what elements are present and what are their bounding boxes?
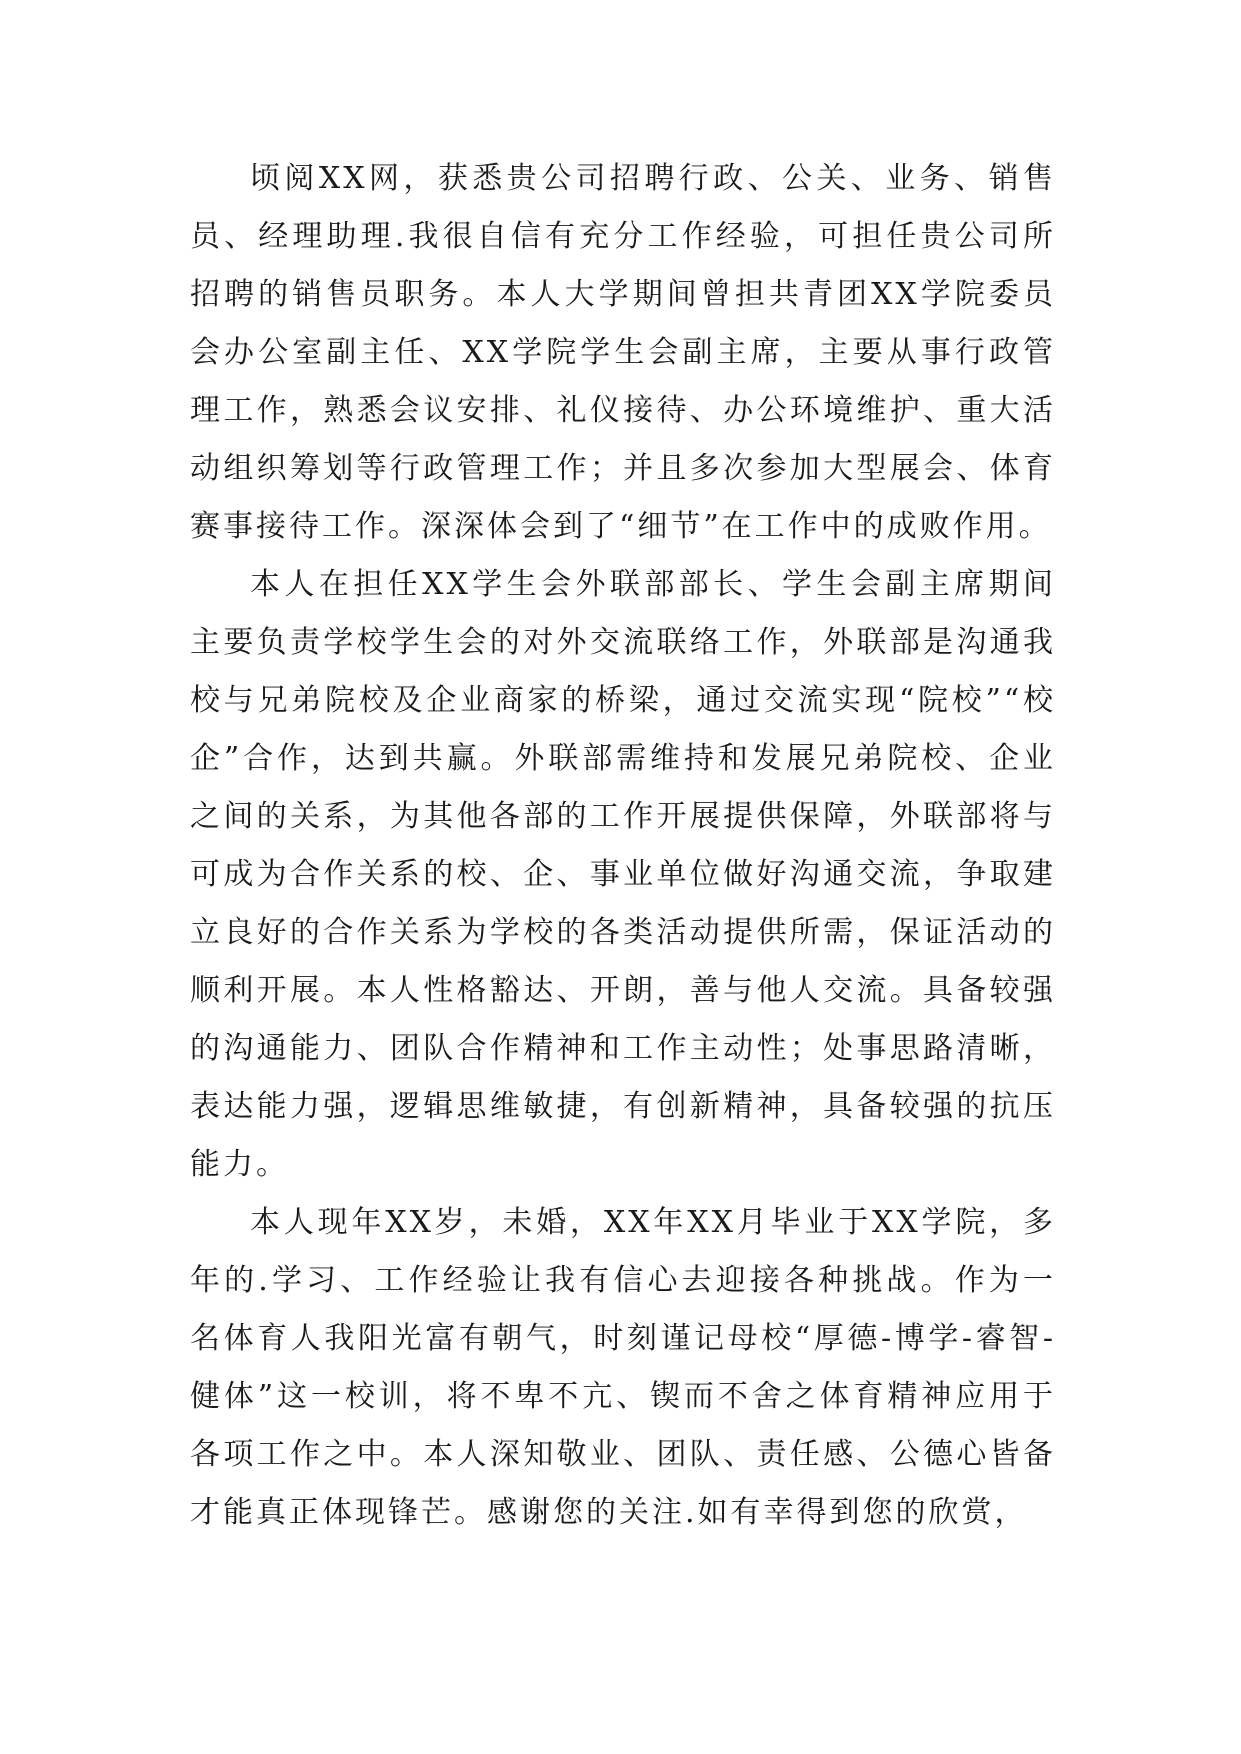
- document-body: [190, 150, 1056, 1542]
- paragraph-1: 顷阅XX网，获悉贵公司招聘行政、公关、业务、销售员、经理助理.我很自信有充分工作经验，可担任贵公司所招聘的销售员职务。本人大学期间曾担共青团XX学院委员会办公室副主任、XX学院学生会副主席，主要从事行政管理工作，熟悉会议安排、礼仪接待、办公环境维护、重大活动组织筹划等行政管理工作；并且多次参加大型展会、体育赛事接待工作。深深体会到了“细节”在工作中的成败作用。: [190, 161, 1056, 544]
- paragraph-2: 本人在担任XX学生会外联部部长、学生会副主席期间主要负责学校学生会的对外交流联络工作，外联部是沟通我校与兄弟院校及企业商家的桥梁，通过交流实现“院校”“校企”合作，达到共赢。外联部需维持和发展兄弟院校、企业之间的关系，为其他各部的工作开展提供保障，外联部将与可成为合作关系的校、企、事业单位做好沟通交流，争取建立良好的合作关系为学校的各类活动提供所需，保证活动的顺利开展。本人性格豁达、开朗，善与他人交流。具备较强的沟通能力、团队合作精神和工作主动性；处事思路清晰，表达能力强，逻辑思维敏捷，有创新精神，具备较强的抗压能力。: [190, 567, 1056, 1182]
- paragraph-3: 本人现年XX岁，未婚，XX年XX月毕业于XX学院，多年的.学习、工作经验让我有信心去迎接各种挑战。作为一名体育人我阳光富有朝气，时刻谨记母校“厚德-博学-睿智-健体”这一校训，将不卑不亢、锲而不舍之体育精神应用于各项工作之中。本人深知敬业、团队、责任感、公德心皆备才能真正体现锋芒。感谢您的关注.如有幸得到您的欣赏，: [190, 1205, 1056, 1530]
